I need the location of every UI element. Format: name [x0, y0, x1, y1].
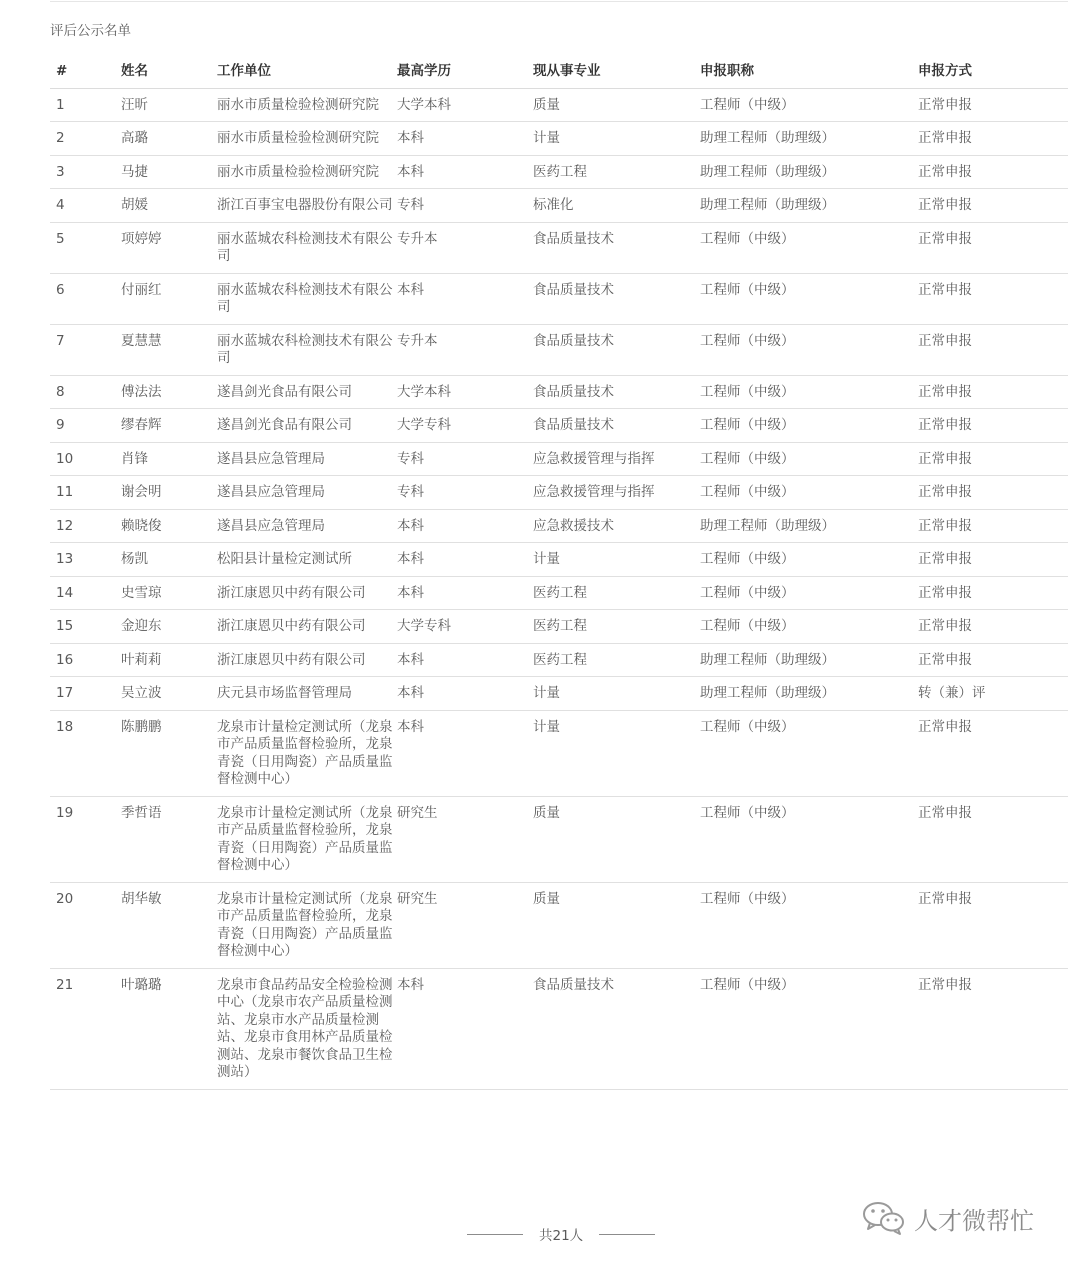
cell-title: 工程师（中级） [700, 968, 918, 1089]
cell-method: 正常申报 [918, 610, 1068, 644]
cell-specialty: 质量 [533, 796, 700, 882]
cell-employer: 丽水市质量检验检测研究院 [217, 155, 397, 189]
cell-name: 肖锋 [121, 442, 217, 476]
cell-employer: 龙泉市计量检定测试所（龙泉市产品质量监督检验所，龙泉青瓷（日用陶瓷）产品质量监督检测中心） [217, 796, 397, 882]
cell-employer: 龙泉市食品药品安全检验检测中心（龙泉市农产品质量检测站、龙泉市水产品质量检测站、龙泉市食用林产品质量检测站、龙泉市餐饮食品卫生检测站） [217, 968, 397, 1089]
cell-name: 夏慧慧 [121, 324, 217, 375]
cell-title: 工程师（中级） [700, 882, 918, 968]
cell-employer: 遂昌县应急管理局 [217, 509, 397, 543]
cell-index: 19 [50, 796, 121, 882]
cell-name: 傅法法 [121, 375, 217, 409]
cell-method: 正常申报 [918, 968, 1068, 1089]
cell-employer: 浙江康恩贝中药有限公司 [217, 610, 397, 644]
table-row [50, 189, 1068, 223]
cell-specialty: 医药工程 [533, 610, 700, 644]
cell-education: 大学本科 [397, 375, 533, 409]
cell-education: 本科 [397, 122, 533, 156]
table-row [50, 968, 1068, 1089]
cell-method: 正常申报 [918, 476, 1068, 510]
cell-specialty: 应急救援技术 [533, 509, 700, 543]
cell-method: 正常申报 [918, 882, 1068, 968]
column-header-title: 申报职称 [700, 55, 918, 88]
cell-method: 正常申报 [918, 155, 1068, 189]
cell-specialty: 质量 [533, 882, 700, 968]
cell-specialty: 计量 [533, 122, 700, 156]
cell-employer: 遂昌县应急管理局 [217, 442, 397, 476]
watermark-text: 人才微帮忙 [914, 1206, 1034, 1235]
column-header-specialty: 现从事专业 [533, 55, 700, 88]
cell-title: 工程师（中级） [700, 273, 918, 324]
cell-method: 正常申报 [918, 273, 1068, 324]
cell-specialty: 计量 [533, 710, 700, 796]
cell-employer: 丽水蓝城农科检测技术有限公司 [217, 324, 397, 375]
table-row [50, 88, 1068, 122]
cell-specialty: 计量 [533, 677, 700, 711]
table-body [50, 88, 1068, 1089]
cell-specialty: 标准化 [533, 189, 700, 223]
cell-title: 工程师（中级） [700, 576, 918, 610]
cell-specialty: 食品质量技术 [533, 968, 700, 1089]
cell-specialty: 食品质量技术 [533, 222, 700, 273]
cell-education: 本科 [397, 677, 533, 711]
cell-employer: 松阳县计量检定测试所 [217, 543, 397, 577]
table-row [50, 882, 1068, 968]
cell-title: 工程师（中级） [700, 476, 918, 510]
cell-education: 本科 [397, 968, 533, 1089]
cell-education: 本科 [397, 710, 533, 796]
table-row [50, 509, 1068, 543]
cell-title: 助理工程师（助理级） [700, 189, 918, 223]
cell-title: 助理工程师（助理级） [700, 509, 918, 543]
cell-index: 6 [50, 273, 121, 324]
cell-name: 项婷婷 [121, 222, 217, 273]
cell-name: 叶璐璐 [121, 968, 217, 1089]
table-row [50, 409, 1068, 443]
top-divider [50, 1, 1068, 2]
cell-index: 14 [50, 576, 121, 610]
cell-education: 大学专科 [397, 409, 533, 443]
cell-name: 史雪琼 [121, 576, 217, 610]
cell-title: 助理工程师（助理级） [700, 122, 918, 156]
cell-name: 陈鹏鹏 [121, 710, 217, 796]
table-row [50, 122, 1068, 156]
cell-title: 助理工程师（助理级） [700, 677, 918, 711]
cell-index: 17 [50, 677, 121, 711]
cell-employer: 丽水市质量检验检测研究院 [217, 88, 397, 122]
cell-title: 工程师（中级） [700, 442, 918, 476]
cell-method: 正常申报 [918, 643, 1068, 677]
cell-name: 胡华敏 [121, 882, 217, 968]
cell-name: 谢会明 [121, 476, 217, 510]
cell-index: 11 [50, 476, 121, 510]
watermark [862, 1200, 1034, 1236]
cell-employer: 丽水市质量检验检测研究院 [217, 122, 397, 156]
cell-specialty: 医药工程 [533, 643, 700, 677]
cell-title: 工程师（中级） [700, 375, 918, 409]
cell-employer: 浙江康恩贝中药有限公司 [217, 643, 397, 677]
cell-method: 正常申报 [918, 442, 1068, 476]
cell-method: 正常申报 [918, 576, 1068, 610]
cell-education: 专科 [397, 442, 533, 476]
table-row [50, 710, 1068, 796]
cell-method: 正常申报 [918, 88, 1068, 122]
cell-index: 9 [50, 409, 121, 443]
table-row [50, 442, 1068, 476]
cell-method: 正常申报 [918, 324, 1068, 375]
cell-employer: 龙泉市计量检定测试所（龙泉市产品质量监督检验所，龙泉青瓷（日用陶瓷）产品质量监督检测中心） [217, 882, 397, 968]
cell-title: 助理工程师（助理级） [700, 643, 918, 677]
cell-specialty: 食品质量技术 [533, 273, 700, 324]
cell-index: 4 [50, 189, 121, 223]
table-row [50, 155, 1068, 189]
cell-method: 正常申报 [918, 375, 1068, 409]
cell-method: 正常申报 [918, 409, 1068, 443]
cell-index: 15 [50, 610, 121, 644]
footer-right-line [599, 1234, 655, 1235]
table-row [50, 576, 1068, 610]
cell-index: 16 [50, 643, 121, 677]
cell-title: 工程师（中级） [700, 543, 918, 577]
cell-specialty: 应急救援管理与指挥 [533, 476, 700, 510]
cell-education: 研究生 [397, 882, 533, 968]
column-header-education: 最高学历 [397, 55, 533, 88]
cell-specialty: 食品质量技术 [533, 409, 700, 443]
cell-name: 杨凯 [121, 543, 217, 577]
column-header-index: # [50, 55, 121, 88]
cell-specialty: 应急救援管理与指挥 [533, 442, 700, 476]
cell-specialty: 医药工程 [533, 155, 700, 189]
cell-employer: 龙泉市计量检定测试所（龙泉市产品质量监督检验所，龙泉青瓷（日用陶瓷）产品质量监督检测中心） [217, 710, 397, 796]
cell-title: 工程师（中级） [700, 409, 918, 443]
cell-education: 研究生 [397, 796, 533, 882]
cell-education: 本科 [397, 543, 533, 577]
table-row [50, 324, 1068, 375]
cell-specialty: 质量 [533, 88, 700, 122]
cell-index: 1 [50, 88, 121, 122]
column-header-method: 申报方式 [918, 55, 1068, 88]
cell-employer: 庆元县市场监督管理局 [217, 677, 397, 711]
table-row [50, 643, 1068, 677]
table-row [50, 543, 1068, 577]
cell-method: 正常申报 [918, 122, 1068, 156]
table-row [50, 375, 1068, 409]
cell-method: 正常申报 [918, 189, 1068, 223]
cell-education: 本科 [397, 155, 533, 189]
cell-index: 18 [50, 710, 121, 796]
cell-index: 10 [50, 442, 121, 476]
cell-method: 转（兼）评 [918, 677, 1068, 711]
cell-education: 本科 [397, 509, 533, 543]
cell-index: 8 [50, 375, 121, 409]
cell-education: 专升本 [397, 222, 533, 273]
wechat-icon [862, 1200, 906, 1236]
cell-education: 专科 [397, 189, 533, 223]
cell-education: 本科 [397, 273, 533, 324]
cell-name: 胡媛 [121, 189, 217, 223]
table-row [50, 796, 1068, 882]
cell-name: 金迎东 [121, 610, 217, 644]
cell-name: 高璐 [121, 122, 217, 156]
total-count: 共21人 [539, 1228, 584, 1244]
column-header-employer: 工作单位 [217, 55, 397, 88]
cell-specialty: 计量 [533, 543, 700, 577]
cell-index: 5 [50, 222, 121, 273]
footer-left-line [467, 1234, 523, 1235]
cell-name: 叶莉莉 [121, 643, 217, 677]
cell-education: 大学本科 [397, 88, 533, 122]
cell-title: 工程师（中级） [700, 88, 918, 122]
cell-employer: 遂昌剑光食品有限公司 [217, 409, 397, 443]
cell-education: 专升本 [397, 324, 533, 375]
results-table [50, 55, 1068, 1090]
cell-name: 马捷 [121, 155, 217, 189]
cell-education: 专科 [397, 476, 533, 510]
cell-specialty: 食品质量技术 [533, 375, 700, 409]
cell-education: 本科 [397, 576, 533, 610]
table-row [50, 222, 1068, 273]
cell-index: 7 [50, 324, 121, 375]
table-row [50, 273, 1068, 324]
cell-employer: 浙江百事宝电器股份有限公司 [217, 189, 397, 223]
cell-title: 工程师（中级） [700, 324, 918, 375]
cell-index: 20 [50, 882, 121, 968]
table-header-row [50, 55, 1068, 88]
cell-name: 缪春辉 [121, 409, 217, 443]
cell-index: 13 [50, 543, 121, 577]
cell-name: 吴立波 [121, 677, 217, 711]
cell-method: 正常申报 [918, 796, 1068, 882]
cell-method: 正常申报 [918, 710, 1068, 796]
cell-specialty: 医药工程 [533, 576, 700, 610]
cell-name: 季哲语 [121, 796, 217, 882]
cell-index: 21 [50, 968, 121, 1089]
cell-title: 工程师（中级） [700, 222, 918, 273]
cell-employer: 遂昌剑光食品有限公司 [217, 375, 397, 409]
table-row [50, 476, 1068, 510]
cell-employer: 丽水蓝城农科检测技术有限公司 [217, 273, 397, 324]
cell-employer: 浙江康恩贝中药有限公司 [217, 576, 397, 610]
cell-title: 工程师（中级） [700, 710, 918, 796]
table-caption: 评后公示名单 [50, 23, 131, 39]
cell-method: 正常申报 [918, 509, 1068, 543]
cell-index: 2 [50, 122, 121, 156]
column-header-name: 姓名 [121, 55, 217, 88]
cell-index: 12 [50, 509, 121, 543]
cell-employer: 遂昌县应急管理局 [217, 476, 397, 510]
cell-title: 工程师（中级） [700, 610, 918, 644]
cell-title: 工程师（中级） [700, 796, 918, 882]
cell-index: 3 [50, 155, 121, 189]
cell-title: 助理工程师（助理级） [700, 155, 918, 189]
cell-employer: 丽水蓝城农科检测技术有限公司 [217, 222, 397, 273]
cell-name: 汪昕 [121, 88, 217, 122]
cell-method: 正常申报 [918, 543, 1068, 577]
cell-education: 本科 [397, 643, 533, 677]
table-row [50, 677, 1068, 711]
cell-method: 正常申报 [918, 222, 1068, 273]
cell-name: 付丽红 [121, 273, 217, 324]
cell-name: 赖晓俊 [121, 509, 217, 543]
cell-specialty: 食品质量技术 [533, 324, 700, 375]
cell-education: 大学专科 [397, 610, 533, 644]
table-row [50, 610, 1068, 644]
